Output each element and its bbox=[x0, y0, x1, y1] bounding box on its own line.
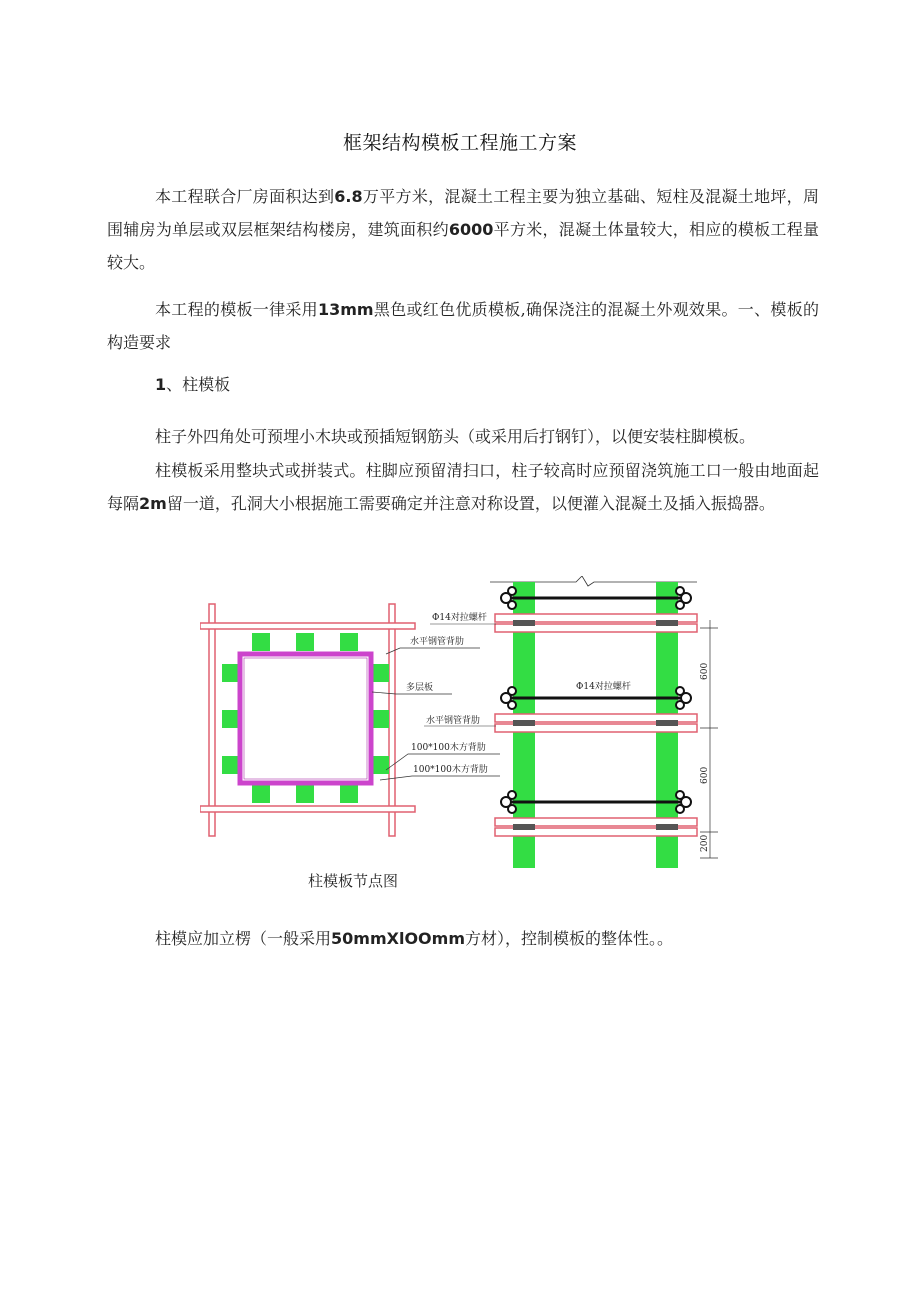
plan-timber bbox=[296, 633, 314, 651]
label-steel-pipe-elev: 水平钢管背肋 bbox=[426, 716, 481, 726]
section-number: 1 bbox=[155, 375, 167, 394]
plan-timber bbox=[340, 633, 358, 651]
page-title: 框架结构模板工程施工方案 bbox=[342, 132, 577, 154]
ribs-text-c: 方材），控制模板的整体性。。 bbox=[465, 929, 674, 948]
material-thickness: 13mm bbox=[317, 300, 374, 319]
dimension-600-lower: 600 bbox=[700, 766, 710, 784]
plan-vertical-pipe-left bbox=[209, 604, 215, 836]
column-formwork-detail-figure bbox=[200, 576, 730, 868]
dimension-600-upper: 600 bbox=[700, 662, 710, 680]
plan-timber bbox=[222, 710, 240, 728]
plan-timber bbox=[252, 785, 270, 803]
intro-text-c: 万平方米，混凝土工程主要为独立基础、短柱及混凝土地坪，周围辅房为单层或双层框架结构楼房，建筑面积约 bbox=[107, 187, 819, 239]
paragraph-vertical-ribs bbox=[107, 922, 819, 955]
label-bolt-mid: Φ14对拉螺杆 bbox=[576, 682, 631, 692]
plan-timber bbox=[296, 785, 314, 803]
plan-column-core bbox=[244, 658, 367, 779]
plan-timber bbox=[371, 756, 389, 774]
type-text-c: 留一道，孔洞大小根据施工需要确定并注意对称设置，以便灌入混凝土及插入振捣器。 bbox=[166, 494, 775, 513]
elevation-view-drawing bbox=[424, 576, 718, 868]
plan-timber bbox=[340, 785, 358, 803]
label-plywood: 多层板 bbox=[406, 683, 434, 693]
intro-text-a: 本工程联合厂房面积达到 bbox=[155, 187, 335, 206]
label-bolt-top: Φ14对拉螺杆 bbox=[432, 613, 487, 623]
ribs-text-a: 柱模应加立楞（一般采用 bbox=[155, 929, 332, 948]
label-timber-rib-2: 100*100木方背肋 bbox=[413, 765, 488, 775]
dimension-200: 200 bbox=[700, 834, 710, 852]
label-steel-pipe-plan: 水平钢管背肋 bbox=[410, 637, 465, 647]
material-text-c: 黑色或红色优质模板,确保浇注的混凝土外观效果。一、模板的构造要求 bbox=[107, 300, 819, 352]
type-text-a: 柱模板采用整块式或拼装式。柱脚应预留清扫口，柱子较高时应预留浇筑施工口一般由地面起每隔 bbox=[107, 461, 819, 513]
plan-timber bbox=[222, 664, 240, 682]
plan-horizontal-pipe-bottom bbox=[200, 806, 415, 812]
paragraph-column-corners: 柱子外四角处可预埋小木块或预插短钢筋头（或采用后打钢钉），以便安装柱脚模板。 bbox=[155, 427, 756, 446]
section-title: 、柱模板 bbox=[166, 375, 231, 394]
label-timber-rib-1: 100*100木方背肋 bbox=[411, 743, 486, 753]
plan-timber bbox=[371, 710, 389, 728]
plan-vertical-pipe-right bbox=[389, 604, 395, 836]
intro-text-e: 平方米，混凝土体量较大，相应的模板工程量较大。 bbox=[107, 220, 819, 272]
plan-timber bbox=[222, 756, 240, 774]
paragraph-formwork-material bbox=[107, 293, 819, 359]
leader-line bbox=[386, 648, 480, 654]
intro-area-value: 6.8 bbox=[334, 187, 363, 206]
material-text-a: 本工程的模板一律采用 bbox=[155, 300, 318, 319]
figure-caption: 柱模板节点图 bbox=[308, 872, 399, 890]
paragraph-intro bbox=[107, 180, 819, 279]
plan-timber bbox=[371, 664, 389, 682]
opening-spacing: 2m bbox=[139, 494, 167, 513]
ribs-size: 50mmXlOOmm bbox=[331, 929, 465, 948]
intro-building-area-value: 6000 bbox=[448, 220, 494, 239]
paragraph-column-formwork-type bbox=[107, 454, 819, 520]
plan-horizontal-pipe-top bbox=[200, 623, 415, 629]
plan-timber bbox=[252, 633, 270, 651]
section-heading-column-formwork bbox=[107, 368, 819, 401]
leader-line bbox=[380, 776, 500, 780]
